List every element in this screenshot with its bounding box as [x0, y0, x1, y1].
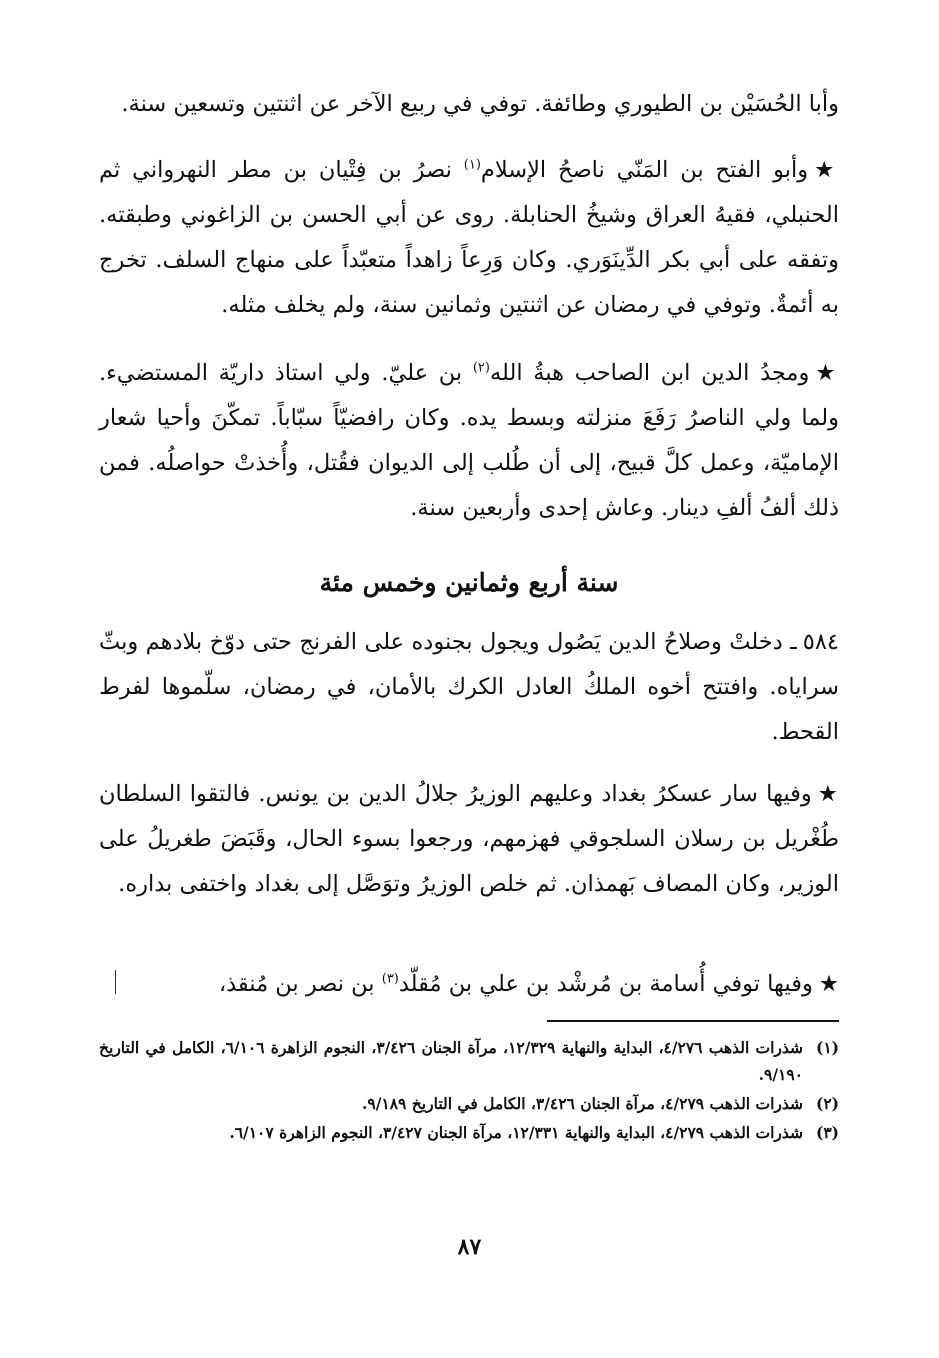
footnote-divider	[547, 1020, 839, 1022]
footnote-text: شذرات الذهب ٤/٢٧٩، البداية والنهاية ١٢/٣٣١، مرآة الجنان ٣/٤٢٧، النجوم الزاهرة ٦/١٠٧.	[229, 1123, 803, 1142]
footnote-2	[99, 1090, 839, 1117]
footnote-ref-2: (٢)	[472, 360, 490, 376]
footnote-ref-1: (١)	[463, 157, 481, 173]
margin-mark	[115, 970, 116, 994]
paragraph-baghdad-army	[99, 772, 839, 907]
star-icon: ★	[815, 360, 840, 386]
paragraph-text-after-ref: بن نصر بن مُنقذ،	[218, 971, 375, 997]
footnotes	[99, 1034, 839, 1148]
footnote-number: (١)	[815, 1038, 839, 1057]
paragraph-ibn-al-manni	[99, 148, 839, 328]
year-number: ٥٨٤	[802, 629, 839, 655]
paragraph-text: وفيها سار عسكرُ بغداد وعليهم الوزيرُ جلالُ الدين بن يونس. فالتقوا السلطان طُغْريل بن رسلان السلجوقي فهزمهم، ورجعوا بسوء الحال، وقَبَضَ طغريلُ على الوزير، وكان المصاف بَهمذان. ثم خلص الوزيرُ وتوَصَّل إلى بغداد واختفى بداره.	[99, 781, 839, 897]
footnote-number: (٣)	[815, 1123, 839, 1142]
footnote-ref-3: (٣)	[381, 971, 399, 987]
paragraph-text-before-ref: ومجدُ الدين ابن الصاحب هبةُ الله	[489, 360, 810, 386]
section-heading: سنة أربع وثمانين وخمس مئة	[319, 568, 619, 597]
paragraph-text-after-ref: بن عليّ. ولي استاذ داريّة المستضيء. ولما ولي الناصرُ رَفَعَ منزلته وبسط يده. وكان رافضيّاً سبّاباً. تمكّنَ وأحيا شعار الإماميّة، وعمل كلَّ قبيح، إلى أن طُلب إلى الديوان فقُتل، وأُخذتْ حواصلُه. فمن ذلك ألفُ ألفِ دينار. وعاش إحدى وأربعين سنة.	[99, 360, 839, 521]
footnote-text: شذرات الذهب ٤/٢٧٩، مرآة الجنان ٣/٤٢٦، الكامل في التاريخ ٩/١٨٩.	[362, 1094, 803, 1113]
paragraph-text-after-ref: نصرُ بن فِتْيان بن مطر النهرواني ثم الحنبلي، فقيهُ العراق وشيخُ الحنابلة. روى عن أبي الحسن بن الزاغوني وطبقته. وتفقه على أبي بكر الدِّينَوَري. وكان وَرِعاً زاهداً متعبّداً على منهاج السلف. تخرج به أئمةٌ. وتوفي في رمضان عن اثنتين وثمانين سنة، ولم يخلف مثله.	[99, 157, 839, 318]
paragraph-text-before-ref: وفيها توفي أُسامة بن مُرشْد بن علي بن مُقلّد	[398, 971, 813, 997]
star-icon: ★	[818, 971, 839, 997]
paragraph-usama-ibn-munqidh	[99, 962, 839, 1007]
paragraph-text: وأبا الحُسَيْن بن الطيوري وطائفة. توفي في ربيع الآخر عن اثنتين وتسعين سنة.	[121, 91, 839, 117]
footnote-3	[99, 1119, 839, 1146]
footnote-1	[99, 1034, 839, 1088]
page-number: ٨٧	[457, 1234, 482, 1260]
paragraph-continuation	[99, 82, 839, 127]
star-icon: ★	[814, 157, 840, 183]
footnote-text: شذرات الذهب ٤/٢٧٦، البداية والنهاية ١٢/٣٢٩، مرآة الجنان ٣/٤٢٦، النجوم الزاهرة ٦/١٠٦، الكامل في التاريخ ٩/١٩٠.	[99, 1038, 804, 1084]
paragraph-majd-al-din	[99, 351, 839, 531]
footnote-number: (٢)	[815, 1094, 839, 1113]
paragraph-year-584	[99, 620, 839, 755]
paragraph-text-before-ref: وأبو الفتح بن المَنّي ناصحُ الإسلام	[480, 157, 809, 183]
star-icon: ★	[817, 781, 840, 807]
paragraph-text: ـ دخلتْ وصلاحُ الدين يَصُول ويجول بجنوده على الفرنج حتى دوّخ بلادهم وبثّ سراياه. وافتتح أخوه الملكُ العادل الكرك بالأمان، في رمضان، سلّموها لفرط القحط.	[99, 629, 839, 745]
